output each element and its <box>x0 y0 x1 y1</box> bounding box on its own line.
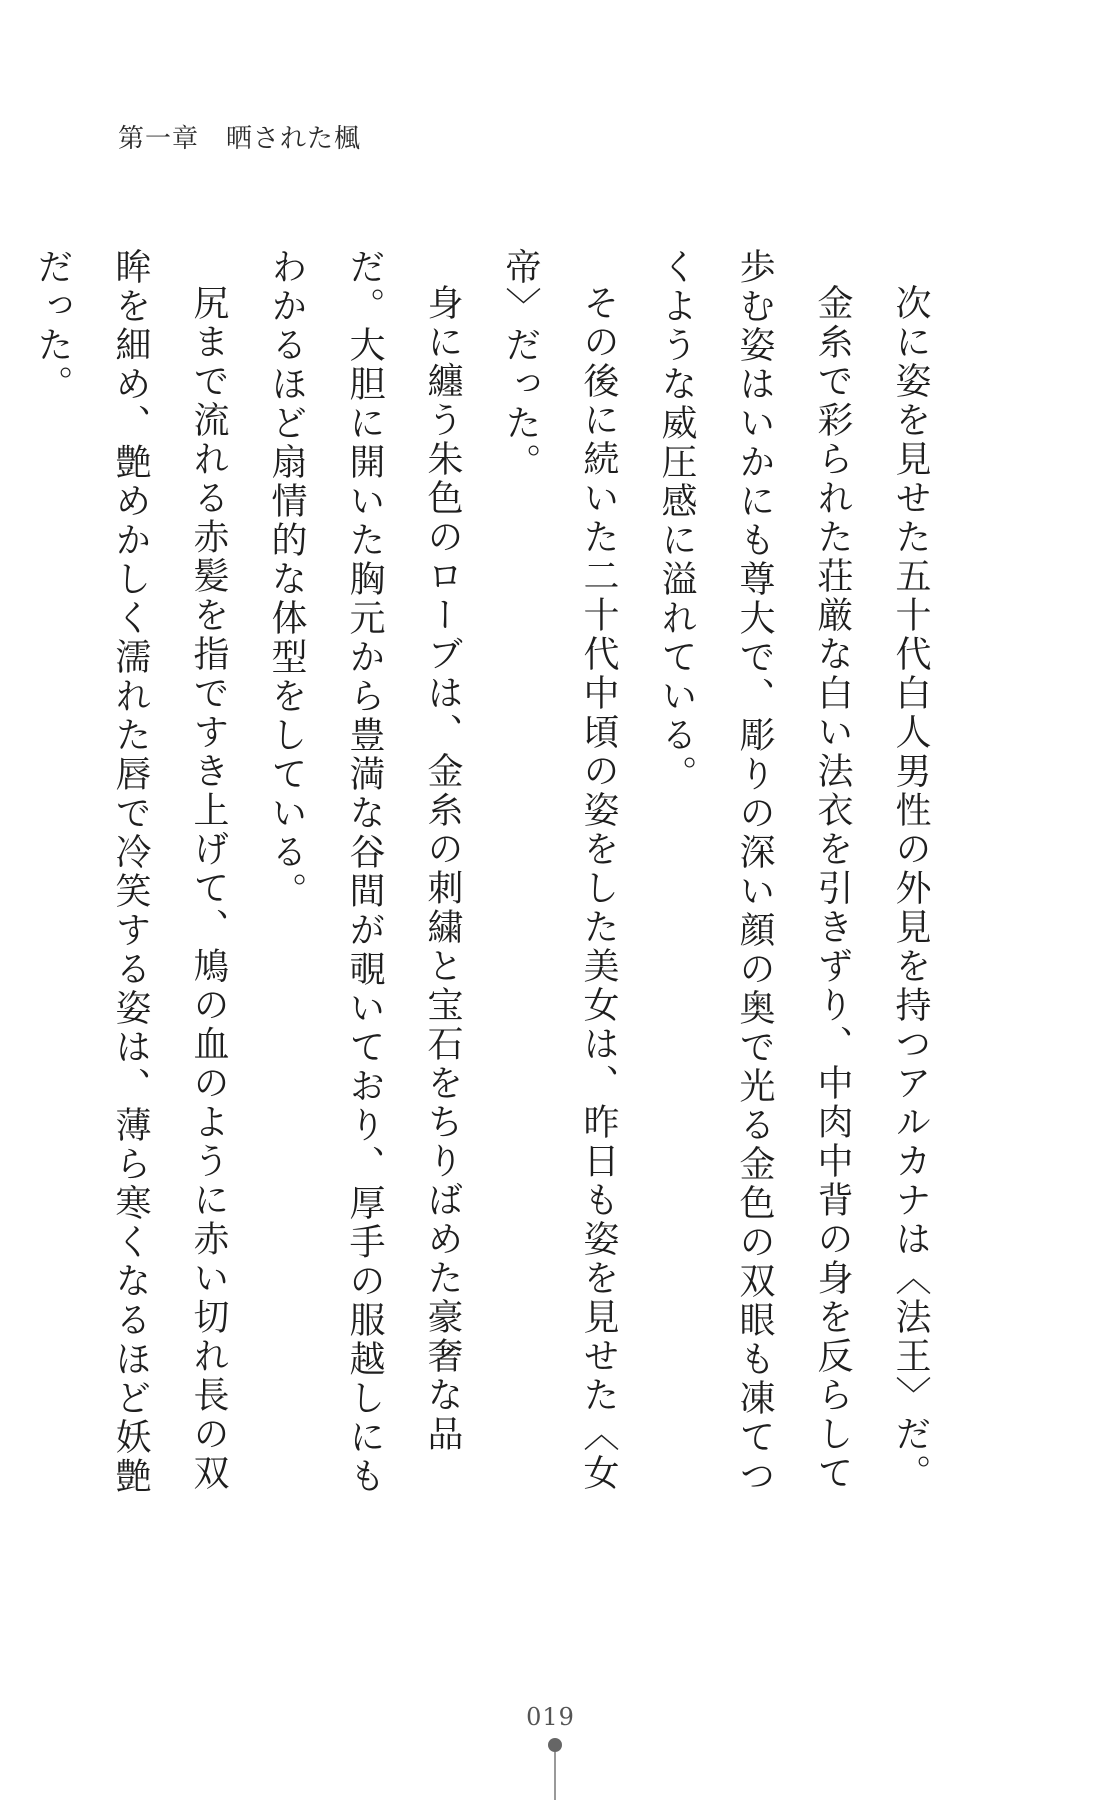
body-text <box>32 248 949 1518</box>
page-marker-dot <box>548 1738 562 1752</box>
paragraph: 次に姿を見せた五十代白人男性の外見を持つアルカナは〈法王〉だ。 <box>890 284 931 1493</box>
paragraph: その後に続いた二十代中頃の姿をした美女は、昨日も姿を見せた〈女帝〉だった。 <box>500 248 619 1493</box>
page-number: 019 <box>526 1703 575 1731</box>
paragraph: 金糸で彩られた荘厳な白い法衣を引きずり、中肉中背の身を反らして歩む姿はいかにも尊大で、彫りの深い顔の奥で光る金色の双眼も凍てつくような威圧感に溢れている。 <box>656 248 853 1496</box>
paragraph: 身に纏う朱色のローブは、金糸の刺繍と宝石をちりばめた豪奢な品だ。大胆に開いた胸元から豊満な谷間が覗いており、厚手の服越しにもわかるほど扇情的な体型をしている。 <box>266 248 463 1496</box>
chapter-title: 第一章 晒された楓 <box>118 124 362 154</box>
page-marker-line <box>554 1752 556 1800</box>
paragraph <box>0 248 13 1518</box>
paragraph: 尻まで流れる赤髪を指ですき上げて、鳩の血のように赤い切れ長の双眸を細め、艶めかしく濡れた唇で冷笑する姿は、薄ら寒くなるほど妖艶だった。 <box>32 248 229 1496</box>
